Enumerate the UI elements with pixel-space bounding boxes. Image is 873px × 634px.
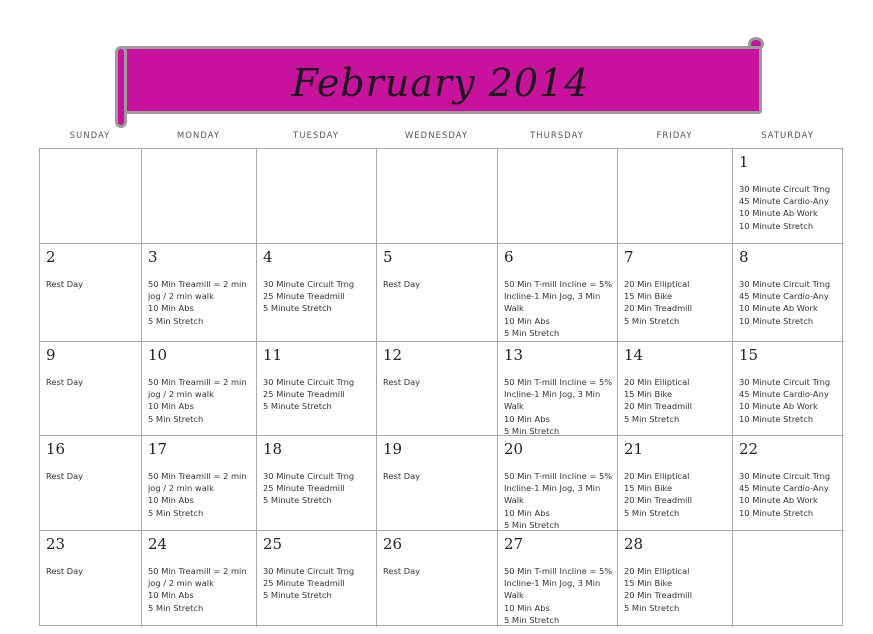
- day-number: 17: [148, 440, 168, 458]
- calendar-day-cell[interactable]: [618, 531, 733, 627]
- workout-notes: 30 Minute Circuit Trng 45 Minute Cardio-Any 10 Minute Ab Work 10 Minute Stretch: [739, 471, 831, 518]
- calendar-day-cell[interactable]: [40, 149, 142, 244]
- workout-notes: 30 Minute Circuit Trng 45 Minute Cardio-Any 10 Minute Ab Work 10 Minute Stretch: [739, 184, 831, 231]
- workout-notes: 50 Min Treamill = 2 min jog / 2 min walk 10 Min Abs 5 Min Stretch: [148, 279, 247, 326]
- day-number: 19: [383, 440, 403, 458]
- calendar-day-cell[interactable]: [733, 244, 844, 342]
- workout-notes: 50 Min T-mill Incline = 5% Incline-1 Min Jog, 3 Min Walk 10 Min Abs 5 Min Stretch: [504, 377, 613, 436]
- day-number: 7: [624, 248, 634, 266]
- calendar-day-cell[interactable]: [142, 342, 257, 436]
- workout-notes: Rest Day: [383, 279, 421, 289]
- calendar-day-cell[interactable]: [618, 149, 733, 244]
- day-number: 20: [504, 440, 524, 458]
- calendar-day-cell[interactable]: [498, 531, 618, 627]
- calendar-day-cell[interactable]: [498, 342, 618, 436]
- workout-notes: 30 Minute Circuit Trng 45 Minute Cardio-Any 10 Minute Ab Work 10 Minute Stretch: [739, 377, 831, 424]
- day-number: 14: [624, 346, 644, 364]
- calendar-day-cell[interactable]: [733, 436, 844, 531]
- workout-notes: Rest Day: [383, 377, 421, 387]
- workout-notes: 30 Minute Circuit Trng 25 Minute Treadmill 5 Minute Stretch: [263, 471, 355, 506]
- calendar-day-cell[interactable]: [40, 531, 142, 627]
- calendar-grid: [39, 148, 843, 626]
- workout-notes: 50 Min Treamill = 2 min jog / 2 min walk 10 Min Abs 5 Min Stretch: [148, 471, 247, 518]
- workout-notes: Rest Day: [46, 471, 84, 481]
- calendar-day-cell[interactable]: [498, 149, 618, 244]
- weekday-header-saturday: SATURDAY: [761, 131, 814, 141]
- day-number: 26: [383, 535, 403, 553]
- day-number: 5: [383, 248, 393, 266]
- day-number: 4: [263, 248, 273, 266]
- day-number: 21: [624, 440, 644, 458]
- calendar-day-cell[interactable]: [733, 342, 844, 436]
- calendar-day-cell[interactable]: [40, 436, 142, 531]
- workout-notes: 30 Minute Circuit Trng 25 Minute Treadmill 5 Minute Stretch: [263, 566, 355, 601]
- weekday-header-monday: MONDAY: [176, 131, 221, 141]
- calendar-day-cell[interactable]: [618, 244, 733, 342]
- day-number: 13: [504, 346, 524, 364]
- day-number: 12: [383, 346, 403, 364]
- day-number: 1: [739, 153, 749, 171]
- day-number: 18: [263, 440, 283, 458]
- workout-notes: 50 Min Treamill = 2 min jog / 2 min walk 10 Min Abs 5 Min Stretch: [148, 566, 247, 613]
- calendar-day-cell[interactable]: [40, 342, 142, 436]
- calendar-day-cell[interactable]: [377, 531, 498, 627]
- banner-scroll-curl-left: [115, 46, 127, 128]
- calendar-day-cell[interactable]: [257, 436, 377, 531]
- calendar-day-cell[interactable]: [498, 436, 618, 531]
- workout-notes: Rest Day: [46, 279, 84, 289]
- weekday-header-wednesday: WEDNESDAY: [404, 131, 469, 141]
- workout-notes: 20 Min Elliptical 15 Min Bike 20 Min Treadmill 5 Min Stretch: [624, 566, 693, 613]
- calendar-day-cell[interactable]: [40, 244, 142, 342]
- day-number: 8: [739, 248, 749, 266]
- workout-notes: Rest Day: [383, 471, 421, 481]
- calendar-day-cell[interactable]: [142, 436, 257, 531]
- calendar-day-cell[interactable]: [257, 531, 377, 627]
- day-number: 25: [263, 535, 283, 553]
- workout-notes: 30 Minute Circuit Trng 45 Minute Cardio-Any 10 Minute Ab Work 10 Minute Stretch: [739, 279, 831, 326]
- day-number: 27: [504, 535, 524, 553]
- calendar-day-cell[interactable]: [498, 244, 618, 342]
- calendar-day-cell[interactable]: [257, 342, 377, 436]
- day-number: 23: [46, 535, 66, 553]
- calendar-day-cell[interactable]: [377, 436, 498, 531]
- weekday-header-sunday: SUNDAY: [69, 131, 111, 141]
- calendar-day-cell[interactable]: [142, 149, 257, 244]
- day-number: 24: [148, 535, 168, 553]
- weekday-header-friday: FRIDAY: [656, 131, 693, 141]
- workout-notes: 20 Min Elliptical 15 Min Bike 20 Min Treadmill 5 Min Stretch: [624, 377, 693, 424]
- day-number: 11: [263, 346, 283, 364]
- calendar-day-cell[interactable]: [618, 436, 733, 531]
- calendar-day-cell[interactable]: [377, 149, 498, 244]
- day-number: 22: [739, 440, 759, 458]
- calendar-day-cell[interactable]: [257, 244, 377, 342]
- workout-notes: 50 Min T-mill Incline = 5% Incline-1 Min Jog, 3 Min Walk 10 Min Abs 5 Min Stretch: [504, 471, 613, 530]
- weekday-header-tuesday: TUESDAY: [293, 131, 339, 141]
- day-number: 6: [504, 248, 514, 266]
- workout-notes: Rest Day: [383, 566, 421, 576]
- day-number: 10: [148, 346, 168, 364]
- calendar-day-cell[interactable]: [733, 531, 844, 627]
- workout-notes: 30 Minute Circuit Trng 25 Minute Treadmill 5 Minute Stretch: [263, 279, 355, 314]
- day-number: 3: [148, 248, 158, 266]
- weekday-header-thursday: THURSDAY: [530, 131, 584, 141]
- workout-notes: Rest Day: [46, 566, 84, 576]
- workout-notes: 20 Min Elliptical 15 Min Bike 20 Min Treadmill 5 Min Stretch: [624, 279, 693, 326]
- calendar-day-cell[interactable]: [257, 149, 377, 244]
- day-number: 2: [46, 248, 56, 266]
- day-number: 9: [46, 346, 56, 364]
- workout-notes: 50 Min T-mill Incline = 5% Incline-1 Min Jog, 3 Min Walk 10 Min Abs 5 Min Stretch: [504, 566, 613, 625]
- calendar-title: February 2014: [291, 61, 590, 105]
- title-banner: [119, 46, 762, 114]
- calendar-day-cell[interactable]: [142, 531, 257, 627]
- day-number: 28: [624, 535, 644, 553]
- day-number: 15: [739, 346, 759, 364]
- workout-notes: 20 Min Elliptical 15 Min Bike 20 Min Treadmill 5 Min Stretch: [624, 471, 693, 518]
- calendar-day-cell[interactable]: [733, 149, 844, 244]
- workout-notes: Rest Day: [46, 377, 84, 387]
- calendar-day-cell[interactable]: [142, 244, 257, 342]
- workout-notes: 50 Min T-mill Incline = 5% Incline-1 Min Jog, 3 Min Walk 10 Min Abs 5 Min Stretch: [504, 279, 613, 338]
- calendar-day-cell[interactable]: [377, 244, 498, 342]
- workout-notes: 50 Min Treamill = 2 min jog / 2 min walk 10 Min Abs 5 Min Stretch: [148, 377, 247, 424]
- calendar-day-cell[interactable]: [377, 342, 498, 436]
- workout-notes: 30 Minute Circuit Trng 25 Minute Treadmill 5 Minute Stretch: [263, 377, 355, 412]
- day-number: 16: [46, 440, 66, 458]
- calendar-day-cell[interactable]: [618, 342, 733, 436]
